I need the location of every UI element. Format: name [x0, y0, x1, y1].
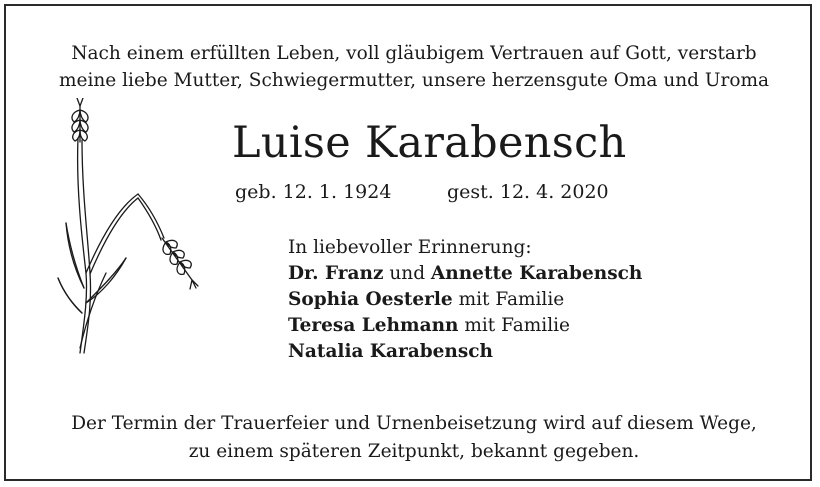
obituary-notice [4, 4, 812, 481]
closing-line-2: zu einem späteren Zeitpunkt, bekannt gegeben. [188, 441, 640, 462]
mourner-line [288, 339, 642, 365]
death-date: gest. 12. 4. 2020 [447, 181, 609, 203]
mourner-suffix: mit Familie [452, 289, 565, 310]
mourner-suffix: mit Familie [458, 315, 570, 336]
wheat-ears-icon [46, 98, 206, 363]
birth-date: geb. 12. 1. 1924 [235, 181, 392, 203]
mourners-list [288, 235, 642, 365]
mourner-line [288, 261, 642, 287]
mourner-name: Annette Karabensch [430, 263, 643, 284]
mourners-heading: In liebevoller Erinnerung: [288, 237, 532, 258]
mourner-name: Dr. Franz [288, 263, 384, 284]
intro-line-1: Nach einem erfüllten Leben, voll gläubigem Vertrauen auf Gott, verstarb [71, 43, 757, 64]
closing-line-1: Der Termin der Trauerfeier und Urnenbeisetzung wird auf diesem Wege, [71, 413, 757, 434]
mourner-line [288, 313, 642, 339]
mourner-name: Sophia Oesterle [288, 289, 453, 310]
mourner-name: Teresa Lehmann [288, 315, 459, 336]
mourner-name: Natalia Karabensch [288, 341, 493, 362]
mourner-line [288, 287, 642, 313]
mourner-join: und [383, 263, 431, 284]
closing-text [6, 410, 820, 466]
deceased-name: Luise Karabensch [232, 118, 627, 168]
intro-line-2: meine liebe Mutter, Schwiegermutter, unsere herzensgute Oma und Uroma [58, 70, 770, 91]
intro-text [6, 40, 820, 94]
